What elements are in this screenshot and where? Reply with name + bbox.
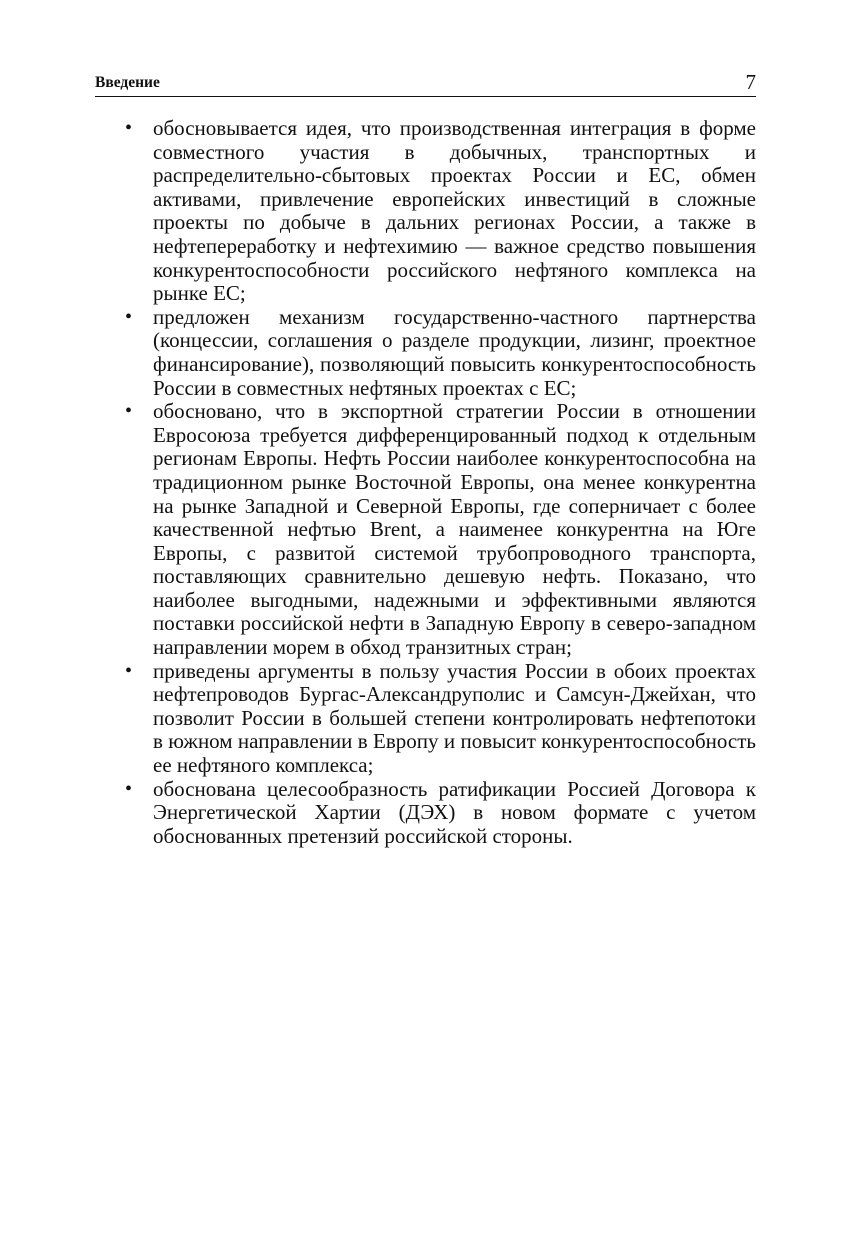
bullet-icon: •	[125, 777, 133, 800]
section-title: Введение	[95, 74, 160, 91]
bullet-icon: •	[125, 400, 133, 423]
list-item	[95, 778, 756, 849]
list-item	[95, 400, 756, 660]
list-item-text: обосновывается идея, что производственная интеграция в форме совместного участия в добычных, транспортных и распределительно-сбытовых проектах России и ЕС, обмен активами, привлечение европейских инвестиций в сложные проекты по добыче в дальних регионах России, а также в нефтепереработку и нефтехимию — важное средство повышения конкурентоспособности российского нефтяного комплекса на рынке ЕС;	[153, 116, 756, 306]
list-item-text: обоснована целесообразность ратификации Россией Договора к Энергетической Хартии (ДЭХ) в новом формате с учетом обоснованных претензий российской стороны.	[153, 776, 756, 848]
list-item	[95, 306, 756, 400]
bullet-icon: •	[125, 117, 133, 139]
bullet-list	[95, 117, 756, 848]
list-item-text: обосновано, что в экспортной стратегии России в отношении Евросоюза требуется дифференцированный подход к отдельным регионам Европы. Нефть России наиболее конкурентоспособна на традиционном рынке Восточной Европы, она менее конкурентна на рынке Западной и Северной Европы, где соперничает с более качественной нефтью Brent, а наименее конкурентна на Юге Европы, с развитой системой трубопроводного транспорта, поставляющих сравнительно дешевую нефть. Показано, что наиболее выгодными, надежными и эффективными являются поставки российской нефти в Западную Европу в северо-западном направлении морем в обход транзитных стран;	[153, 399, 756, 660]
list-item	[95, 117, 756, 306]
list-item-text: предложен механизм государственно-частного партнерства (концессии, соглашения о разделе продукции, лизинг, проектное финансирование), позволяющий повысить конкурентоспособность России в совместных нефтяных проектах с ЕС;	[153, 304, 756, 400]
list-item	[95, 660, 756, 778]
page-number: 7	[745, 70, 756, 94]
running-head	[95, 70, 756, 97]
bullet-icon: •	[125, 659, 133, 682]
bullet-icon: •	[125, 305, 133, 328]
list-item-text: приведены аргументы в пользу участия России в обоих проектах нефтепроводов Бургас-Александруполис и Самсун-Джейхан, что позволит России в большей степени контролировать нефтепотоки в южном направлении в Европу и повысит конкурентоспособность ее нефтяного комплекса;	[153, 658, 756, 778]
